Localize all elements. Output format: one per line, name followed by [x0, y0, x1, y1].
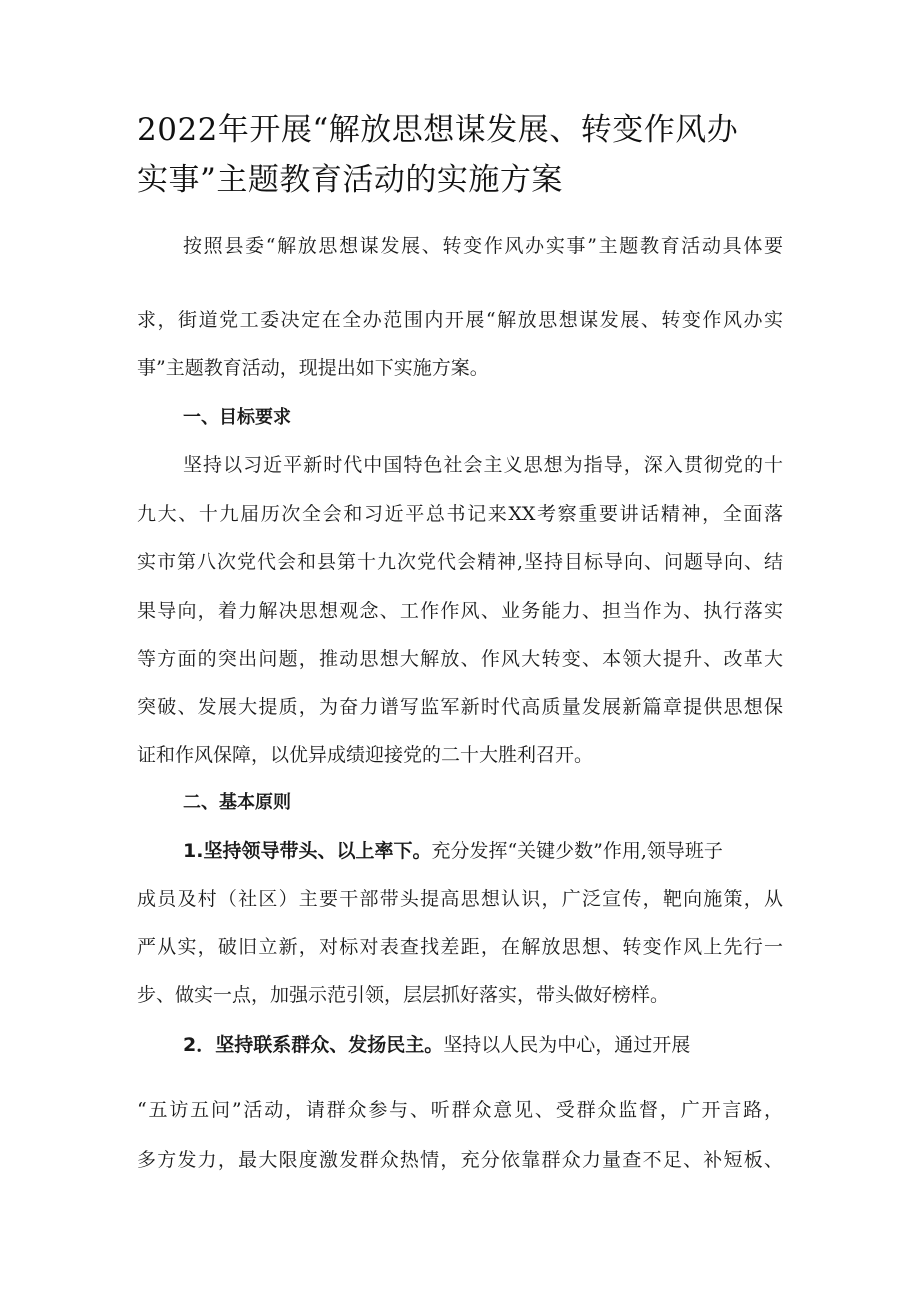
principle-1-first-line-text: 充分发挥“关键少数”作用,领导班子 — [431, 840, 723, 862]
principle-1-line-2: 成员及村（社区）主要干部带头提高思想认识，广泛宣传，靶向施策，从 — [137, 888, 783, 910]
section-heading-principles: 二、基本原则 — [183, 792, 291, 813]
section1-line-1: 坚持以习近平新时代中国特色社会主义思想为指导，深入贯彻党的十 — [183, 454, 783, 476]
section1-line-7: 证和作风保障，以优异成绩迎接党的二十大胜利召开。 — [137, 744, 594, 766]
principle-1-line-4: 步、做实一点，加强示范引领，层层抓好落实，带头做好榜样。 — [137, 984, 670, 1006]
principle-2-line-2: “五访五问”活动，请群众参与、听群众意见、受群众监督，广开言路， — [137, 1099, 783, 1121]
intro-line-2: 求，街道党工委决定在全办范围内开展“解放思想谋发展、转变作风办实 — [137, 309, 783, 331]
principle-2-first-line-text: 坚持以人民为中心，通过开展 — [443, 1034, 691, 1056]
section-heading-goals: 一、目标要求 — [183, 407, 291, 428]
principle-2-first-line — [183, 1031, 690, 1059]
intro-line-3: 事”主题教育活动，现提出如下实施方案。 — [137, 357, 489, 379]
intro-line-1: 按照县委“解放思想谋发展、转变作风办实事”主题教育活动具体要 — [183, 235, 783, 257]
document-title-line-2: 实事”主题教育活动的实施方案 — [137, 162, 563, 198]
principle-1-first-line — [183, 837, 723, 865]
section1-line-5: 等方面的突出问题，推动思想大解放、作风大转变、本领大提升、改革大 — [137, 648, 783, 670]
section1-line-3: 实市第八次党代会和县第十九次党代会精神,坚持目标导向、问题导向、结 — [137, 551, 783, 573]
section1-line-6: 突破、发展大提质，为奋力谱写监军新时代高质量发展新篇章提供思想保 — [137, 696, 783, 718]
section1-line-2: 九大、十九届历次全会和习近平总书记来XX考察重要讲话精神，全面落 — [137, 503, 783, 525]
principle-1-title: 1.坚持领导带头、以上率下。 — [183, 840, 432, 862]
principle-1-line-3: 严从实，破旧立新，对标对表查找差距，在解放思想、转变作风上先行一 — [137, 936, 783, 958]
principle-2-title: 2．坚持联系群众、发扬民主。 — [183, 1034, 444, 1056]
principle-2-line-3: 多方发力，最大限度激发群众热情，充分依靠群众力量查不足、补短板、 — [137, 1149, 783, 1171]
document-title-line-1: 2022年开展“解放思想谋发展、转变作风办 — [137, 112, 739, 148]
section1-line-4: 果导向，着力解决思想观念、工作作风、业务能力、担当作为、执行落实 — [137, 600, 783, 622]
